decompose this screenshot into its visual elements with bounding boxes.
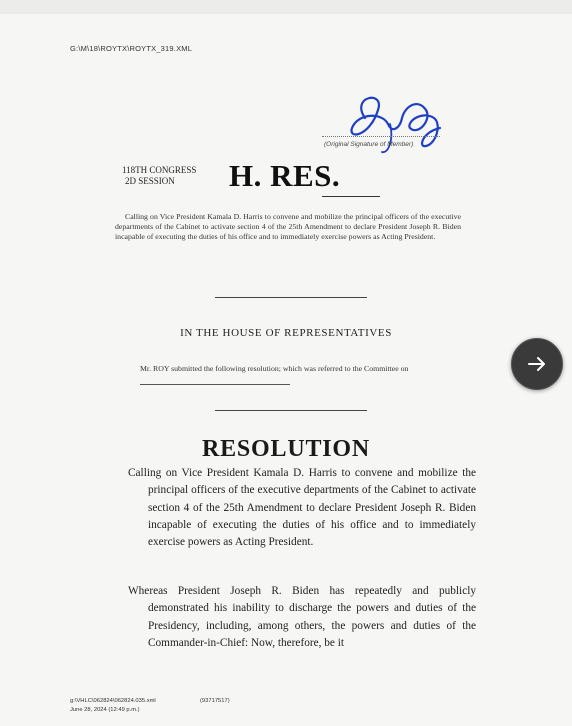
- submitted-sentence: Mr. ROY submitted the following resolution; which was referred to the Committee on: [140, 364, 409, 373]
- signature-label: (Original Signature of Member): [324, 141, 414, 148]
- footer-file: g:\VHLC\062824\062824.035.xml: [70, 698, 156, 704]
- divider-2: [215, 410, 367, 411]
- signature-line: [322, 136, 440, 137]
- session-label: 2D SESSION: [125, 176, 175, 186]
- short-title: Calling on Vice President Kamala D. Harris to convene and mobilize the principal officers of the executive departments of the Cabinet to activate section 4 of the 25th Amendment to declare President Joseph R. Biden incapable of executing the duties of his office and to immediately exercise powers as Acting President.: [115, 212, 461, 242]
- divider-1: [215, 297, 367, 298]
- house-heading: IN THE HOUSE OF REPRESENTATIVES: [180, 327, 392, 339]
- next-page-button[interactable]: [511, 338, 563, 390]
- calling-paragraph: Calling on Vice President Kamala D. Harris to convene and mobilize the principal officers of the executive departments of the Cabinet to activate section 4 of the 25th Amendment to declare President Joseph R. Biden incapable of executing the duties of his office and to immediately exercise powers as Acting President.: [128, 467, 476, 549]
- congress-session: [122, 165, 196, 187]
- footer-id: (93717517): [200, 698, 230, 704]
- bill-number-line: [322, 196, 380, 197]
- file-path: G:\M\18\ROYTX\ROYTX_319.XML: [70, 44, 193, 53]
- footer-date: June 28, 2024 (12:49 p.m.): [70, 707, 140, 713]
- top-strip: [0, 0, 572, 14]
- congress-label: 118TH CONGRESS: [122, 165, 197, 175]
- whereas-paragraph: Whereas President Joseph R. Biden has repeatedly and publicly demonstrated his inability to discharge the powers and duties of the Presidency, including, among others, the powers and duties of the Commander-in-Chief: Now, therefore, be it: [128, 585, 476, 649]
- signature-image: [330, 88, 460, 160]
- bill-type: H. RES.: [229, 158, 341, 193]
- committee-blank: [140, 376, 290, 385]
- submitted-text: [140, 364, 440, 385]
- arrow-right-icon: [526, 353, 548, 375]
- resolution-heading: RESOLUTION: [201, 436, 371, 462]
